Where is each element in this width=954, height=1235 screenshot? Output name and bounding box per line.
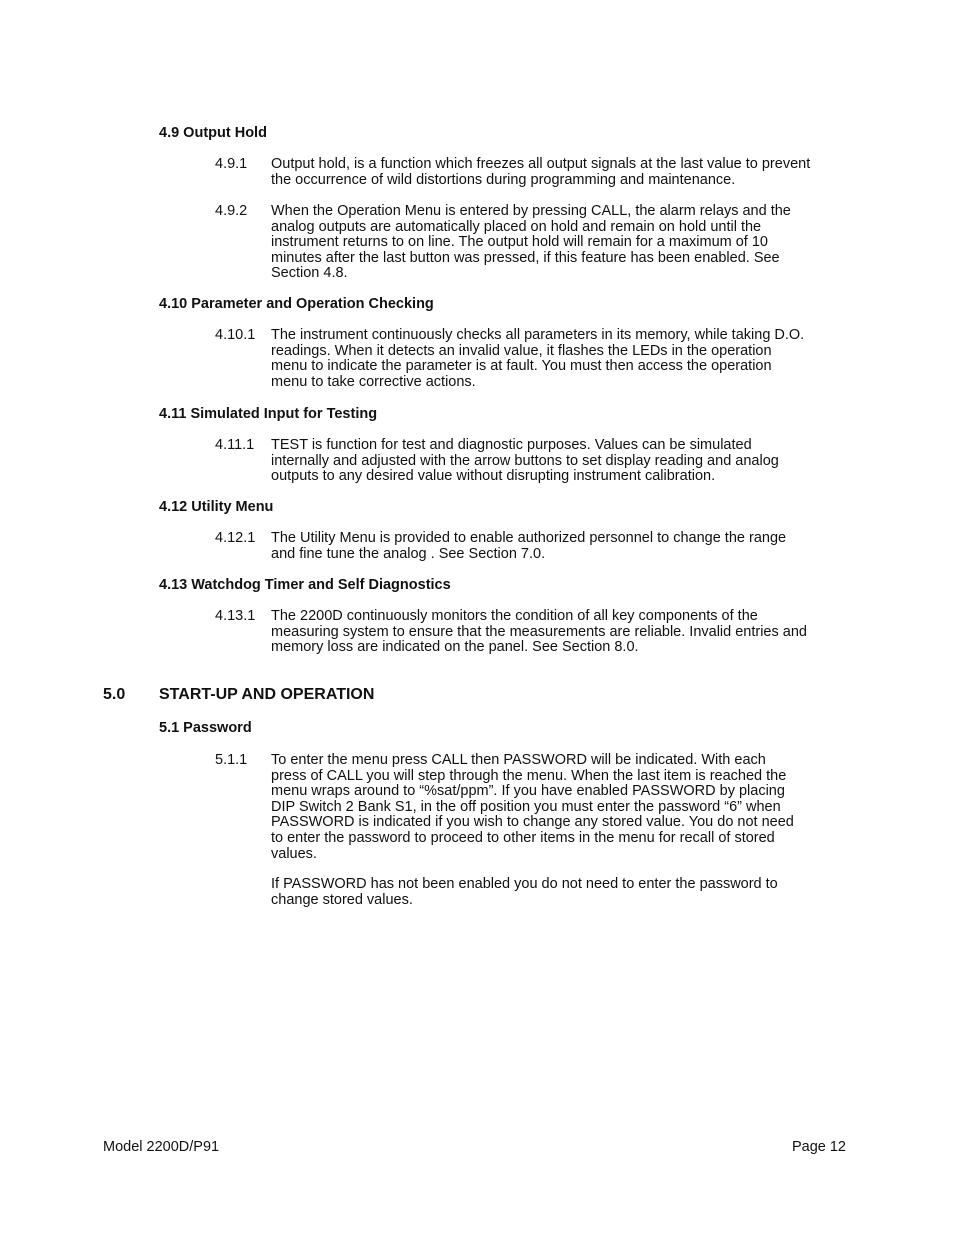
paragraph-number-4-9-2: 4.9.2 <box>215 203 248 219</box>
section-heading-4-9: 4.9 Output Hold <box>159 125 267 141</box>
text-line: menu to indicate the parameter is at fault. You must then access the operation <box>271 358 772 375</box>
text-line: If PASSWORD has not been enabled you do not need to enter the password to <box>271 876 778 892</box>
text-line: memory loss are indicated on the panel. See Section 8.0. <box>271 639 639 656</box>
paragraph-5-1-1-continued <box>271 877 861 908</box>
paragraph-4-12-1 <box>271 531 861 562</box>
paragraph-4-9-1 <box>271 157 861 188</box>
text-line: The instrument continuously checks all parameters in its memory, while taking D.O. <box>271 327 805 343</box>
section-title-5-0: START-UP AND OPERATION <box>159 686 375 703</box>
text-line: analog outputs are automatically placed on hold and remain on hold until the <box>271 218 762 235</box>
text-line: measuring system to ensure that the measurements are reliable. Invalid entries and <box>271 623 807 640</box>
paragraph-number-4-13-1: 4.13.1 <box>215 608 256 624</box>
footer-model: Model 2200D/P91 <box>103 1139 220 1155</box>
text-line: TEST is function for test and diagnostic purposes. Values can be simulated <box>271 437 752 453</box>
text-line: The 2200D continuously monitors the condition of all key components of the <box>271 608 758 624</box>
section-heading-4-13: 4.13 Watchdog Timer and Self Diagnostics <box>159 577 451 593</box>
text-line: Output hold, is a function which freezes all output signals at the last value to prevent <box>271 156 811 172</box>
paragraph-4-11-1 <box>271 438 861 485</box>
section-number-5-0: 5.0 <box>103 686 126 703</box>
text-line: values. <box>271 845 317 862</box>
text-line: The Utility Menu is provided to enable authorized personnel to change the range <box>271 530 787 546</box>
text-line: press of CALL you will step through the menu. When the last item is reached the <box>271 767 787 784</box>
text-line: When the Operation Menu is entered by pressing CALL, the alarm relays and the <box>271 203 791 219</box>
text-line: menu wraps around to “%sat/ppm”. If you have enabled PASSWORD by placing <box>271 783 785 800</box>
text-line: internally and adjusted with the arrow buttons to set display reading and analog <box>271 452 779 469</box>
paragraph-5-1-1 <box>271 753 861 862</box>
footer-page-number: Page 12 <box>791 1139 846 1155</box>
paragraph-number-4-11-1: 4.11.1 <box>215 437 255 453</box>
paragraph-number-5-1-1: 5.1.1 <box>215 752 248 768</box>
section-heading-4-10: 4.10 Parameter and Operation Checking <box>159 296 434 312</box>
paragraph-number-4-9-1: 4.9.1 <box>215 156 248 172</box>
paragraph-number-4-12-1: 4.12.1 <box>215 530 256 546</box>
text-line: the occurrence of wild distortions during programming and maintenance. <box>271 171 736 188</box>
text-line: change stored values. <box>271 891 413 908</box>
section-heading-5-1: 5.1 Password <box>159 720 252 736</box>
text-line: DIP Switch 2 Bank S1, in the off position you must enter the password “6” when <box>271 798 781 815</box>
section-heading-4-11: 4.11 Simulated Input for Testing <box>159 406 378 422</box>
text-line: To enter the menu press CALL then PASSWORD will be indicated. With each <box>271 752 766 768</box>
section-heading-4-12: 4.12 Utility Menu <box>159 499 274 515</box>
paragraph-4-9-2 <box>271 204 861 282</box>
text-line: Section 4.8. <box>271 265 348 282</box>
text-line: PASSWORD is indicated if you wish to change any stored value. You do not need <box>271 814 794 831</box>
paragraph-number-4-10-1: 4.10.1 <box>215 327 256 343</box>
text-line: instrument returns to on line. The output hold will remain for a maximum of 10 <box>271 234 768 251</box>
text-line: menu to take corrective actions. <box>271 373 476 390</box>
text-line: outputs to any desired value without disrupting instrument calibration. <box>271 468 716 485</box>
text-line: readings. When it detects an invalid value, it flashes the LEDs in the operation <box>271 342 772 359</box>
paragraph-4-13-1 <box>271 609 861 656</box>
text-line: and fine tune the analog . See Section 7.0. <box>271 545 546 562</box>
text-line: to enter the password to proceed to other items in the menu for recall of stored <box>271 829 775 846</box>
text-line: minutes after the last button was pressed, if this feature has been enabled. See <box>271 249 780 266</box>
paragraph-4-10-1 <box>271 328 861 390</box>
